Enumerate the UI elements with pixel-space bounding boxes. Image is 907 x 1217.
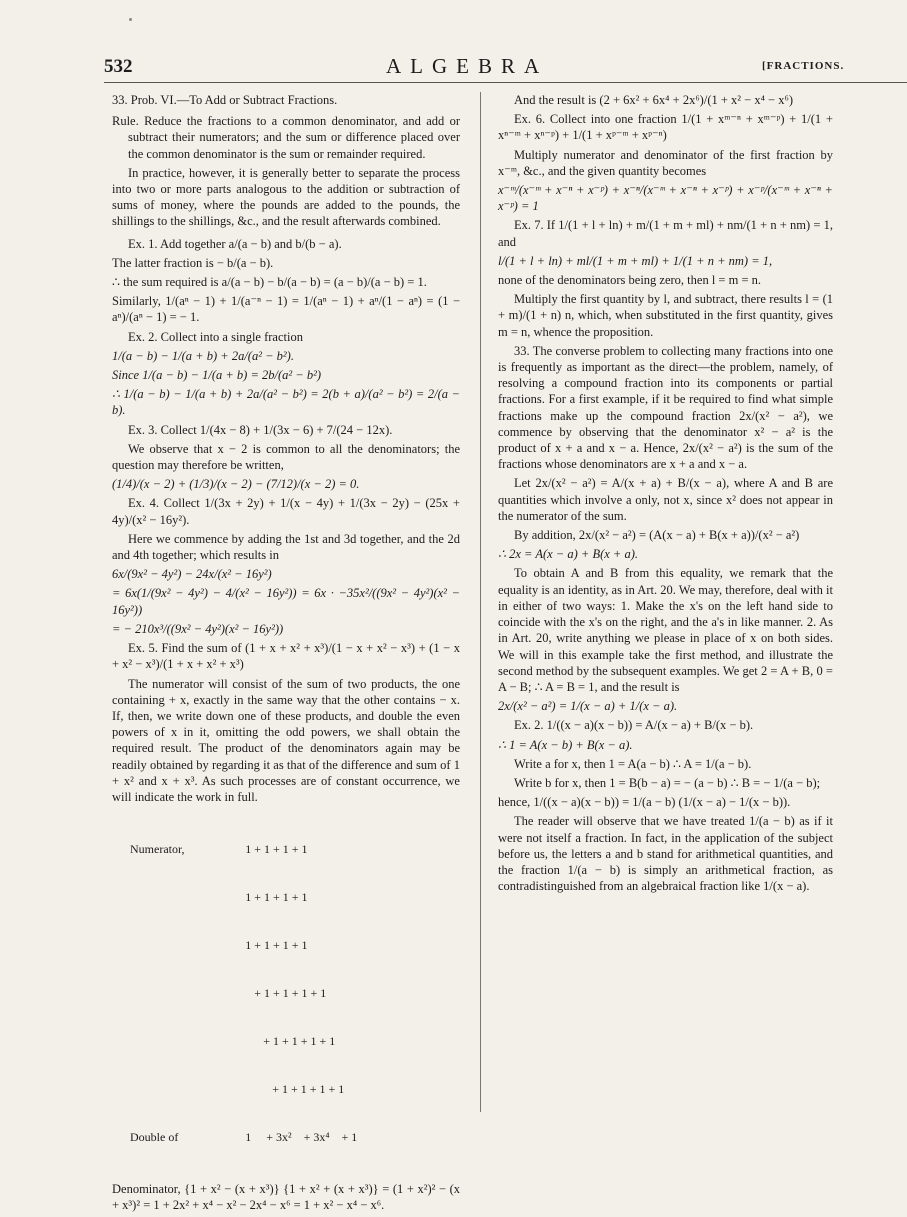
section-heading: 33. Prob. VI.—To Add or Subtract Fractions. (112, 93, 338, 107)
work-row (130, 1081, 460, 1097)
example-7: Ex. 7. If 1/(1 + l + ln) + m/(1 + m + ml) + nm/(1 + n + nm) = 1, and (498, 218, 833, 249)
example-2-partial: Ex. 2. 1/((x − a)(x − b)) = A/(x − a) + B/(x − b). (514, 718, 754, 733)
example-7-text: none of the denominators being zero, then l = m = n. (498, 273, 761, 288)
work-row (130, 1033, 460, 1049)
example-2-partial-step: ∴ 1 = A(x − b) + B(x − a). (498, 737, 633, 752)
example-6-text: Multiply numerator and denominator of the first fraction by x⁻ᵐ, &c., and the given quantity becomes (498, 147, 833, 178)
running-section: [FRACTIONS. (762, 60, 845, 72)
example-4-step: = − 210x³/((9x² − 4y²)(x² − 16y²)) (112, 621, 284, 636)
obtain-paragraph: To obtain A and B from this equality, we remark that the equality is an identity, as in Art. 20. We may, therefore, deal with it in either of two ways: 1. Make the x's on the left hand side to coincide with the x's on the right, and the a's in like manner. 2. As in Art. 20, write anything we please in place of x on both sides. We will in this example take the first method, and illustrate the second method by the subsequent examples. We get 2 = A + B, 0 = A − B; ∴ A = B = 1, and the result is (498, 566, 833, 694)
work-label (130, 1081, 245, 1097)
header-rule (104, 82, 907, 83)
example-3-text: We observe that x − 2 is common to all the denominators; the question may therefore be written, (112, 441, 460, 473)
right-column (498, 92, 833, 897)
partial-fractions-paragraph: 33. The converse problem to collecting many fractions into one is frequently as important as the direct—the problem, namely, of resolving a compound fraction into its components or partial fractions. For a first example, if it be required to find what simple fractions make up the compound fraction 2x/(x² − a²), we commence by observing that the denominator x² − a² is the product of x + a and x − a. Hence, 2x/(x² − a²) is the sum of the fractions whose denominators are x + a and x − a. (498, 343, 833, 472)
work-value: + 1 + 1 + 1 + 1 (245, 1082, 345, 1097)
example-5-result: And the result is (2 + 6x² + 6x⁴ + 2x⁶)/(1 + x² − x⁴ − x⁶) (514, 93, 794, 107)
work-row (130, 841, 460, 857)
practice-paragraph: In practice, however, it is generally better to separate the process into two or more parts analogous to the addition or subtraction of sums of money, where the pounds are added to the pounds, the shillings to the shillings, &c., and the result afterwards combined. (112, 165, 460, 229)
example-6-result: x⁻ᵐ/(x⁻ᵐ + x⁻ⁿ + x⁻ᵖ) + x⁻ⁿ/(x⁻ᵐ + x⁻ⁿ + x⁻ᵖ) + x⁻ᵖ/(x⁻ᵐ + x⁻ⁿ + x⁻ᵖ) = 1 (498, 183, 833, 214)
example-6: Ex. 6. Collect into one fraction 1/(1 + xᵐ⁻ⁿ + xᵐ⁻ᵖ) + 1/(1 + xⁿ⁻ᵐ + xⁿ⁻ᵖ) + 1/(1 + xᵖ⁻ᵐ + xᵖ⁻ⁿ) (498, 112, 833, 143)
work-value: 1 + 1 + 1 + 1 (245, 890, 308, 905)
example-2-partial-step: Write b for x, then 1 = B(b − a) = − (a − b) ∴ B = − 1/(a − b); (514, 775, 821, 790)
example-5-text: The numerator will consist of the sum of two products, the one containing + x, exactly in the same way that the other contains − x. If, then, we write down one of these products, and double the even powers of x in it, omitting the odd powers, we shall obtain the required result. The product of the denominators again may be readily obtained by regarding it as that of the difference and sum of 1 + x² and x + x³. As such processes are of constant occurrence, we will indicate the work in full. (112, 676, 460, 804)
example-3: Ex. 3. Collect 1/(4x − 8) + 1/(3x − 6) + 7/(24 − 12x). (128, 422, 393, 437)
work-label (130, 889, 245, 905)
scan-speck (129, 18, 132, 21)
example-7-equation: l/(1 + l + ln) + ml/(1 + m + ml) + 1/(1 + n + nm) = 1, (498, 253, 773, 268)
work-label (130, 985, 245, 1001)
obtain-result: 2x/(x² − a²) = 1/(x − a) + 1/(x − a). (498, 699, 678, 714)
closing-paragraph: The reader will observe that we have treated 1/(a − b) as if it were not itself a fraction. In fact, in the application of the subject before us, the letters a and b stand for arithmetical quantities, and the fraction 1/(a − b) is simply an arithmetical fraction, as contradistinguished from an algebraical fraction like 1/(x − a). (498, 814, 833, 894)
let-paragraph: Let 2x/(x² − a²) = A/(x + a) + B/(x − a), where A and B are quantities which involve a only, not x, since x² does not appear in the numerator of the sum. (498, 476, 833, 523)
left-column (112, 92, 460, 1217)
example-1: Ex. 1. Add together a/(a − b) and b/(b − a). (128, 236, 342, 251)
example-1-step: ∴ the sum required is a/(a − b) − b/(a − b) = (a − b)/(a − b) = 1. (112, 275, 427, 290)
page-number: 532 (104, 56, 133, 77)
denominator-work: Denominator, {1 + x² − (x + x³)} {1 + x² + (x + x³)} = (1 + x²)² − (x + x³)² = 1 + 2x² + x⁴ − x² − 2x⁴ − x⁶ = 1 + x² − x⁴ − x⁶. (112, 1182, 460, 1213)
work-row (130, 1129, 460, 1145)
work-label (130, 1033, 245, 1049)
example-4: Ex. 4. Collect 1/(3x + 2y) + 1/(x − 4y) + 1/(3x − 2y) − (25x + 4y)/(x² − 16y²). (112, 496, 460, 527)
work-value: 1 + 1 + 1 + 1 (245, 938, 308, 953)
work-row (130, 889, 460, 905)
column-divider (480, 92, 481, 1112)
addition-result: ∴ 2x = A(x − a) + B(x + a). (498, 547, 639, 562)
example-2-step: ∴ 1/(a − b) − 1/(a + b) + 2a/(a² − b²) = 2(b + a)/(a² − b²) = 2/(a − b). (112, 387, 460, 418)
running-title: ALGEBRA (386, 54, 549, 78)
example-2-expression: 1/(a − b) − 1/(a + b) + 2a/(a² − b²). (112, 348, 294, 363)
work-label: Double of (130, 1130, 179, 1145)
work-value: 1 + 3x² + 3x⁴ + 1 (245, 1130, 358, 1145)
work-value: + 1 + 1 + 1 + 1 (245, 1034, 336, 1049)
work-value: + 1 + 1 + 1 + 1 (245, 986, 327, 1001)
rule-paragraph: Rule. Reduce the fractions to a common denominator, and add or subtract their numerators; and the sum or difference placed over the common denominator is the sum or remainder required. (112, 114, 460, 161)
example-1-step: Similarly, 1/(aⁿ − 1) + 1/(a⁻ⁿ − 1) = 1/(aⁿ − 1) + aⁿ/(1 − aⁿ) = (1 − aⁿ)/(aⁿ − 1) = − 1. (112, 294, 460, 325)
work-label: Numerator, (130, 842, 185, 857)
example-4-text: Here we commence by adding the 1st and 3d together, and the 2d and 4th together; which results in (112, 531, 460, 563)
numerator-work (130, 809, 460, 1177)
work-row (130, 937, 460, 953)
example-2: Ex. 2. Collect into a single fraction (128, 329, 303, 344)
example-2-step: Since 1/(a − b) − 1/(a + b) = 2b/(a² − b²) (112, 368, 322, 383)
example-5: Ex. 5. Find the sum of (1 + x + x² + x³)/(1 − x + x² − x³) + (1 − x + x² − x³)/(1 + x + x² + x³) (112, 641, 460, 672)
example-4-step: 6x/(9x² − 4y²) − 24x/(x² − 16y²) (112, 567, 272, 582)
example-2-partial-result: hence, 1/((x − a)(x − b)) = 1/(a − b) (1/(x − a) − 1/(x − b)). (498, 795, 791, 810)
work-value: 1 + 1 + 1 + 1 (245, 842, 308, 857)
example-3-result: (1/4)/(x − 2) + (1/3)/(x − 2) − (7/12)/(x − 2) = 0. (112, 477, 360, 492)
page-header (104, 56, 907, 82)
example-1-step: The latter fraction is − b/(a − b). (112, 255, 274, 270)
example-4-step: = 6x(1/(9x² − 4y²) − 4/(x² − 16y²)) = 6x · −35x²/((9x² − 4y²)(x² − 16y²)) (112, 586, 460, 617)
example-7-text: Multiply the first quantity by l, and subtract, there results l = (1 + m)/(1 + n) n, which, when substituted in the first quantity, gives m = n, whence the proposition. (498, 292, 833, 339)
work-label (130, 937, 245, 953)
work-row (130, 985, 460, 1001)
example-2-partial-step: Write a for x, then 1 = A(a − b) ∴ A = 1/(a − b). (514, 756, 752, 771)
addition-step: By addition, 2x/(x² − a²) = (A(x − a) + B(x + a))/(x² − a²) (514, 528, 800, 543)
